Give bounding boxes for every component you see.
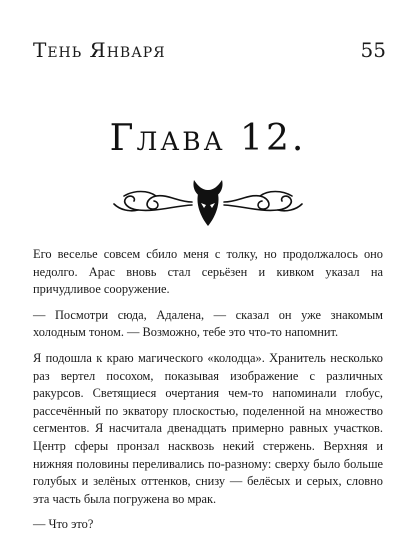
- paragraph: Его веселье совсем сбило меня с толку, но продолжалось оно недолго. Арас вновь стал серьёзен и кивком указал на причудливое сооружение.: [33, 247, 383, 297]
- paragraph: — Посмотри сюда, Адалена, — сказал он уже знакомым холодным тоном. — Возможно, тебе это что-то напомнит.: [33, 307, 383, 340]
- paragraph: — Что это?: [33, 517, 94, 532]
- page-number: 55: [360, 38, 386, 62]
- chapter-body: [33, 246, 383, 542]
- paragraph: Я подошла к краю магического «колодца». Хранитель несколько раз вертел посохом, показывая изображение с различных ракурсов. Светящиеся очертания чем-то напоминали глобус, рассечённый по экватору плоскостью, поделенной на множество сегментов. Я насчитала двенадцать примерно равных участков. Центр сферы пронзал насквозь некий стержень. Верхняя и нижняя половины переливались по-разному: сверху было больше голубых и зелёных оттенков, снизу — белёсых и серых, словно эта часть была погружена во мрак.: [33, 350, 383, 506]
- chapter-title: Глава 12.: [109, 118, 307, 159]
- demon-head-flourish-icon: [112, 172, 304, 230]
- running-title: Тень Января: [33, 38, 166, 62]
